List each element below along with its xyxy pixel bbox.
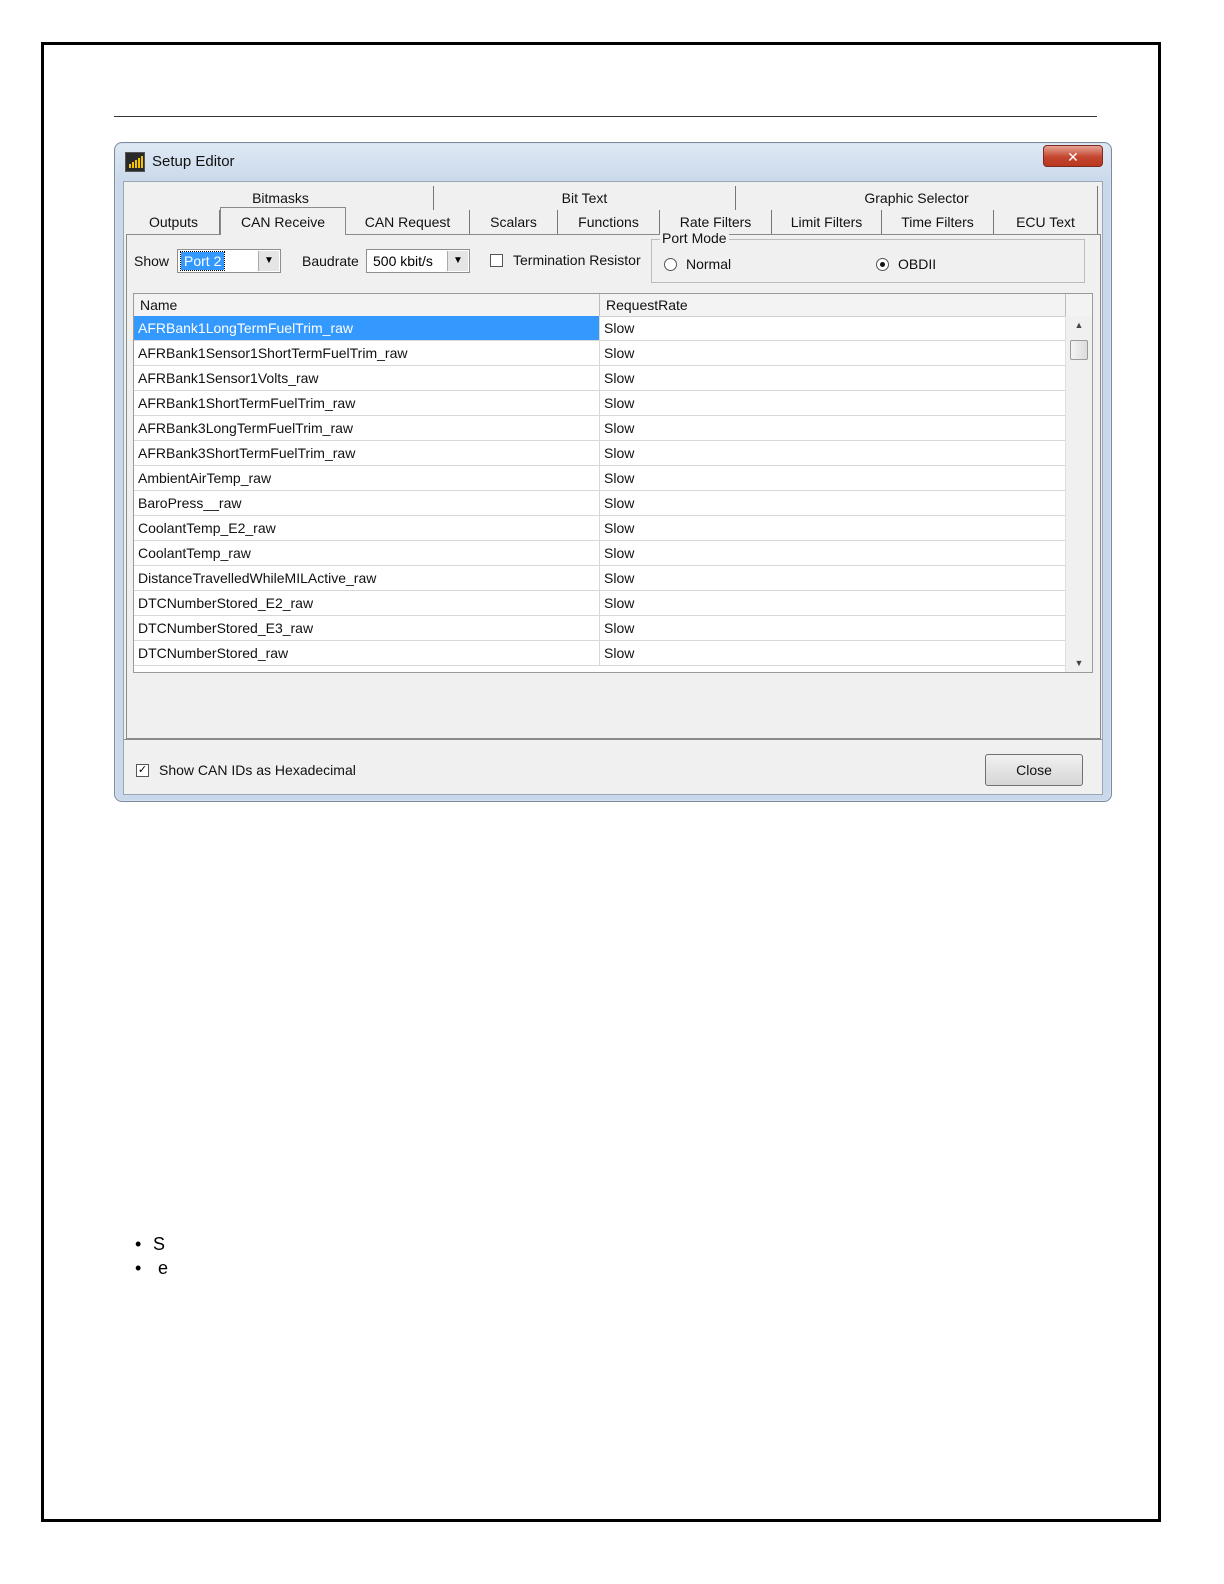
cell-name[interactable]: AFRBank1Sensor1ShortTermFuelTrim_raw	[134, 341, 600, 365]
list-item: • e	[135, 1256, 168, 1280]
termination-resistor-label: Termination Resistor	[513, 252, 641, 268]
cell-name[interactable]: AFRBank1LongTermFuelTrim_raw	[134, 316, 600, 340]
cell-name[interactable]: DTCNumberStored_E2_raw	[134, 591, 600, 615]
cell-name[interactable]: AFRBank3ShortTermFuelTrim_raw	[134, 441, 600, 465]
header-rule	[114, 116, 1097, 117]
tab-row-bottom	[128, 210, 1100, 234]
bullet-list	[135, 1232, 168, 1280]
show-port-value: Port 2	[181, 252, 224, 270]
hex-ids-checkbox[interactable]	[136, 764, 149, 777]
can-receive-panel	[126, 230, 1101, 739]
cell-request-rate[interactable]: Slow	[604, 570, 635, 586]
checkmark-icon: ✓	[137, 764, 148, 776]
cell-name[interactable]: CoolantTemp_raw	[134, 541, 600, 565]
show-port-combobox[interactable]	[177, 249, 281, 273]
scroll-up-icon[interactable]: ▲	[1074, 320, 1084, 330]
chevron-down-icon[interactable]: ▼	[447, 251, 468, 271]
column-header-request-rate[interactable]: RequestRate	[600, 294, 1066, 316]
cell-request-rate[interactable]: Slow	[604, 420, 635, 436]
setup-editor-window	[114, 142, 1112, 802]
tab-can-request[interactable]: CAN Request	[346, 210, 470, 234]
footer-separator	[124, 739, 1102, 740]
port-mode-obdii-label: OBDII	[898, 256, 937, 272]
list-item: • S	[135, 1232, 168, 1256]
table-row[interactable]	[134, 366, 1066, 391]
table-row[interactable]	[134, 416, 1066, 441]
cell-request-rate[interactable]: Slow	[604, 345, 635, 361]
port-mode-title: Port Mode	[662, 230, 727, 246]
cell-request-rate[interactable]: Slow	[604, 595, 635, 611]
cell-request-rate[interactable]: Slow	[604, 645, 635, 661]
cell-request-rate[interactable]: Slow	[604, 370, 635, 386]
tab-outputs[interactable]: Outputs	[128, 210, 220, 234]
table-row[interactable]	[134, 566, 1066, 591]
cell-name[interactable]: DTCNumberStored_E3_raw	[134, 616, 600, 640]
cell-name[interactable]: CoolantTemp_E2_raw	[134, 516, 600, 540]
cell-request-rate[interactable]: Slow	[604, 545, 635, 561]
table-row[interactable]	[134, 491, 1066, 516]
cell-name[interactable]: BaroPress__raw	[134, 491, 600, 515]
cell-name[interactable]: DTCNumberStored_raw	[134, 641, 600, 665]
chevron-down-icon[interactable]: ▼	[258, 251, 279, 271]
grid-vertical-scrollbar[interactable]	[1065, 316, 1092, 672]
table-row[interactable]	[134, 641, 1066, 666]
cell-request-rate[interactable]: Slow	[604, 495, 635, 511]
tab-graphic-selector[interactable]: Graphic Selector	[736, 186, 1098, 210]
cell-request-rate[interactable]: Slow	[604, 395, 635, 411]
grid-header	[134, 294, 1092, 317]
column-header-name[interactable]: Name	[134, 294, 600, 316]
cell-request-rate[interactable]: Slow	[604, 445, 635, 461]
table-row[interactable]	[134, 591, 1066, 616]
window-title: Setup Editor	[152, 153, 235, 170]
tab-bitmasks[interactable]: Bitmasks	[128, 186, 434, 210]
cell-request-rate[interactable]: Slow	[604, 470, 635, 486]
table-row[interactable]	[134, 541, 1066, 566]
scroll-down-icon[interactable]: ▼	[1074, 658, 1084, 668]
port-mode-group	[651, 230, 1085, 283]
baudrate-label: Baudrate	[302, 253, 359, 269]
port-mode-obdii-radio[interactable]	[876, 258, 889, 271]
tab-functions[interactable]: Functions	[558, 210, 660, 234]
table-row[interactable]	[134, 391, 1066, 416]
hex-ids-label: Show CAN IDs as Hexadecimal	[159, 762, 356, 778]
grid-rows	[134, 316, 1066, 666]
cell-name[interactable]: AFRBank1ShortTermFuelTrim_raw	[134, 391, 600, 415]
table-row[interactable]	[134, 441, 1066, 466]
port-mode-normal-label: Normal	[686, 256, 732, 272]
close-button[interactable]: Close	[985, 754, 1083, 786]
client-area	[123, 181, 1103, 795]
can-receive-grid	[133, 293, 1093, 673]
cell-name[interactable]: AFRBank1Sensor1Volts_raw	[134, 366, 600, 390]
cell-name[interactable]: AmbientAirTemp_raw	[134, 466, 600, 490]
window-close-button[interactable]: ✕	[1043, 145, 1103, 167]
baudrate-value: 500 kbit/s	[373, 253, 433, 269]
port-mode-normal-radio[interactable]	[664, 258, 677, 271]
app-logo-icon	[125, 152, 145, 172]
termination-resistor-checkbox[interactable]	[490, 254, 503, 267]
cell-request-rate[interactable]: Slow	[604, 320, 635, 336]
scroll-thumb[interactable]	[1070, 340, 1088, 360]
show-label: Show	[134, 253, 170, 269]
table-row[interactable]	[134, 466, 1066, 491]
tab-bit-text[interactable]: Bit Text	[434, 186, 736, 210]
cell-name[interactable]: AFRBank3LongTermFuelTrim_raw	[134, 416, 600, 440]
cell-request-rate[interactable]: Slow	[604, 520, 635, 536]
tab-can-receive[interactable]: CAN Receive	[220, 207, 346, 235]
tab-time-filters[interactable]: Time Filters	[882, 210, 994, 234]
tab-rate-filters[interactable]: Rate Filters	[660, 210, 772, 234]
table-row[interactable]	[134, 316, 1066, 341]
table-row[interactable]	[134, 616, 1066, 641]
cell-name[interactable]: DistanceTravelledWhileMILActive_raw	[134, 566, 600, 590]
table-row[interactable]	[134, 516, 1066, 541]
title-bar[interactable]	[115, 143, 1111, 181]
table-row[interactable]	[134, 341, 1066, 366]
cell-request-rate[interactable]: Slow	[604, 620, 635, 636]
tab-scalars[interactable]: Scalars	[470, 210, 558, 234]
tab-limit-filters[interactable]: Limit Filters	[772, 210, 882, 234]
tab-ecu-text[interactable]: ECU Text	[994, 210, 1098, 234]
baudrate-combobox[interactable]	[366, 249, 470, 273]
